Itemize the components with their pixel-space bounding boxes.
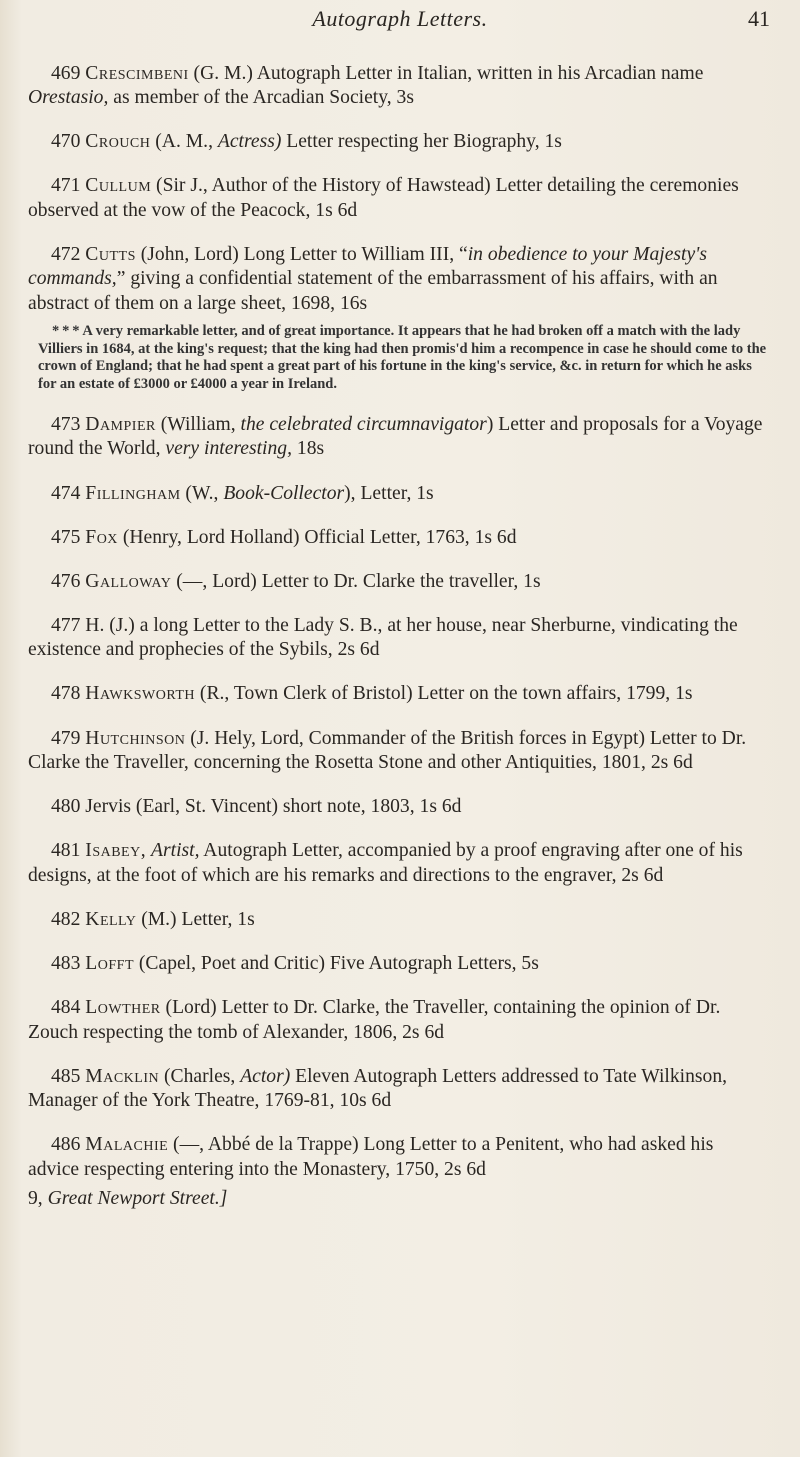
entry-italic: Actor) bbox=[240, 1065, 291, 1087]
entry-text: (A. M., bbox=[150, 131, 218, 153]
entry-italic: Artist, bbox=[151, 840, 200, 862]
entry-italic: in obedience to your Majesty's commands, bbox=[28, 243, 707, 290]
entry-text: ) Letter and proposals for a Voyage round the World, bbox=[28, 413, 763, 460]
entry-name: Cullum bbox=[85, 175, 152, 197]
entry-number: 472 bbox=[51, 243, 81, 265]
entry-number: 486 bbox=[51, 1134, 81, 1156]
catalogue-entry bbox=[28, 174, 768, 223]
entry-text: (Sir J., Author of the History of Hawstead) Letter detailing the ceremonies observed at the vow of the Peacock, 1s 6d bbox=[28, 175, 739, 221]
entry-text: (Earl, St. Vincent) short note, 1803, 1s 6d bbox=[131, 796, 462, 818]
entry-number: 481 bbox=[51, 840, 81, 862]
entry-number: 474 bbox=[51, 482, 81, 504]
entry-text: (William, bbox=[155, 413, 241, 435]
entry-number: 478 bbox=[51, 683, 81, 705]
entry-name: Malachie bbox=[85, 1134, 169, 1156]
catalogue-entry bbox=[28, 996, 768, 1045]
catalogue-entry bbox=[28, 130, 768, 155]
entry-list bbox=[28, 42, 768, 1223]
entry-italic: very interesting, bbox=[165, 438, 292, 460]
entry-name: Galloway bbox=[85, 570, 172, 592]
catalogue-entry bbox=[28, 1065, 768, 1114]
entry-name: Cutts bbox=[85, 243, 136, 265]
catalogue-entry bbox=[28, 908, 768, 933]
entry-name: Kelly bbox=[85, 908, 137, 930]
entry-name: Fillingham bbox=[85, 482, 181, 504]
page-number: 41 bbox=[748, 6, 770, 31]
entry-text: (J.) a long Letter to the Lady S. B., at her house, near Sherburne, vindicating the existence and prophecies of the Sybils, 2s 6d bbox=[28, 614, 738, 661]
catalogue-entry bbox=[28, 570, 768, 595]
entry-text: 18s bbox=[292, 438, 325, 460]
entry-name: Fox bbox=[85, 526, 118, 548]
entry-number: 484 bbox=[51, 997, 81, 1018]
catalogue-entry bbox=[28, 614, 768, 663]
entry-number: 485 bbox=[51, 1065, 81, 1087]
entry-name: Hawksworth bbox=[85, 683, 196, 705]
entry-number: 480 bbox=[51, 796, 81, 818]
entry-name: Dampier bbox=[85, 413, 156, 435]
entry-text: ” giving a confidential statement of the embarrassment of his affairs, with an abstract of them on a large sheet, 1698, 16s bbox=[28, 268, 718, 314]
entry-number: 483 bbox=[51, 952, 81, 974]
entry-text: Autograph Letter, accompanied by a proof engraving after one of his designs, at the foot of which are his remarks and directions to the engraver, 2s 6d bbox=[28, 840, 743, 886]
entry-italic: Book-Collector bbox=[223, 482, 345, 504]
catalogue-entry bbox=[28, 682, 768, 707]
entry-number: 470 bbox=[51, 131, 81, 153]
entry-text: ), Letter, 1s bbox=[344, 482, 434, 504]
entry-number: 473 bbox=[51, 413, 81, 435]
entry-text: (Henry, Lord Holland) Official Letter, 1763, 1s 6d bbox=[117, 526, 517, 548]
catalogue-entry bbox=[28, 952, 768, 977]
entry-number: 471 bbox=[51, 175, 81, 197]
entry-text: Eleven Autograph Letters addressed to Tate Wilkinson, Manager of the York Theatre, 1769-81, 10s 6d bbox=[28, 1065, 728, 1112]
entry-name: H. bbox=[85, 614, 105, 636]
entry-name: Crouch bbox=[85, 131, 151, 153]
footnote: * * * A very remarkable letter, and of great importance. It appears that he had broken off a match with the lady Villiers in 1684, at the king's request; that the king had then promis'd him a recompence in case he should come to the crown of England; that he had spent a great part of his fortune in the king's service, &c. in return for which he asks for an estate of £3000 or £4000 a year in Ireland. bbox=[38, 323, 767, 392]
entry-italic: Orestasio, bbox=[28, 87, 109, 109]
footer-address: Great Newport Street.] bbox=[47, 1188, 228, 1210]
entry-text: as member of the Arcadian Society, 3s bbox=[108, 87, 414, 109]
catalogue-entry bbox=[28, 526, 768, 551]
catalogue-entry bbox=[28, 727, 768, 776]
entry-number: 477 bbox=[51, 614, 81, 636]
entry-name: Hutchinson bbox=[85, 727, 186, 749]
entry-number: 476 bbox=[51, 570, 81, 592]
entry-number: 479 bbox=[51, 727, 81, 749]
entry-text: (W., bbox=[180, 482, 224, 504]
entry-text: (J. Hely, Lord, Commander of the British forces in Egypt) Letter to Dr. Clarke the Traveller, concerning the Rosetta Stone and other Antiquities, 1801, 2s 6d bbox=[28, 727, 747, 774]
catalogue-entry bbox=[28, 795, 768, 820]
entry-name: Crescimbeni bbox=[85, 62, 189, 84]
entry-number: 475 bbox=[51, 526, 81, 548]
entry-text: (M.) Letter, 1s bbox=[136, 908, 255, 930]
entry-name: Macklin bbox=[85, 1065, 160, 1087]
entry-italic: the celebrated circumnavigator bbox=[240, 413, 487, 435]
footer-number: 9, bbox=[28, 1188, 43, 1210]
entry-text: (R., Town Clerk of Bristol) Letter on the town affairs, 1799, 1s bbox=[195, 683, 693, 705]
catalogue-entry bbox=[28, 243, 768, 317]
entry-italic: Actress) bbox=[217, 131, 282, 153]
running-title: Autograph Letters. bbox=[312, 6, 488, 31]
entry-name: Lowther bbox=[85, 997, 161, 1018]
entry-name: Jervis bbox=[85, 796, 132, 818]
catalogue-entry bbox=[28, 1133, 768, 1182]
entry-number: 469 bbox=[51, 62, 81, 84]
entry-name: Isabey, bbox=[85, 840, 147, 862]
entry-name: Lofft bbox=[85, 952, 134, 974]
catalogue-entry bbox=[28, 62, 768, 111]
entry-text: Letter respecting her Biography, 1s bbox=[281, 131, 562, 153]
entry-text: (Lord) Letter to Dr. Clarke, the Traveller, containing the opinion of Dr. Zouch respecting the tomb of Alexander, 1806, 2s 6d bbox=[28, 997, 721, 1043]
entry-text: (Capel, Poet and Critic) Five Autograph Letters, 5s bbox=[134, 952, 539, 974]
catalogue-entry bbox=[28, 482, 768, 507]
page-footer bbox=[28, 1187, 768, 1212]
entry-text: (—, Lord) Letter to Dr. Clarke the traveller, 1s bbox=[171, 570, 541, 592]
catalogue-entry bbox=[28, 413, 768, 462]
page-header bbox=[0, 4, 800, 34]
entry-text: (—, Abbé de la Trappe) Long Letter to a Penitent, who had asked his advice respecting entering into the Monastery, 1750, 2s 6d bbox=[28, 1134, 714, 1180]
catalogue-entry bbox=[28, 839, 768, 888]
entry-number: 482 bbox=[51, 908, 81, 930]
entry-text: (Charles, bbox=[159, 1065, 241, 1087]
entry-text: (G. M.) Autograph Letter in Italian, written in his Arcadian name bbox=[188, 62, 704, 84]
entry-text: (John, Lord) Long Letter to William III, “ bbox=[135, 243, 468, 265]
